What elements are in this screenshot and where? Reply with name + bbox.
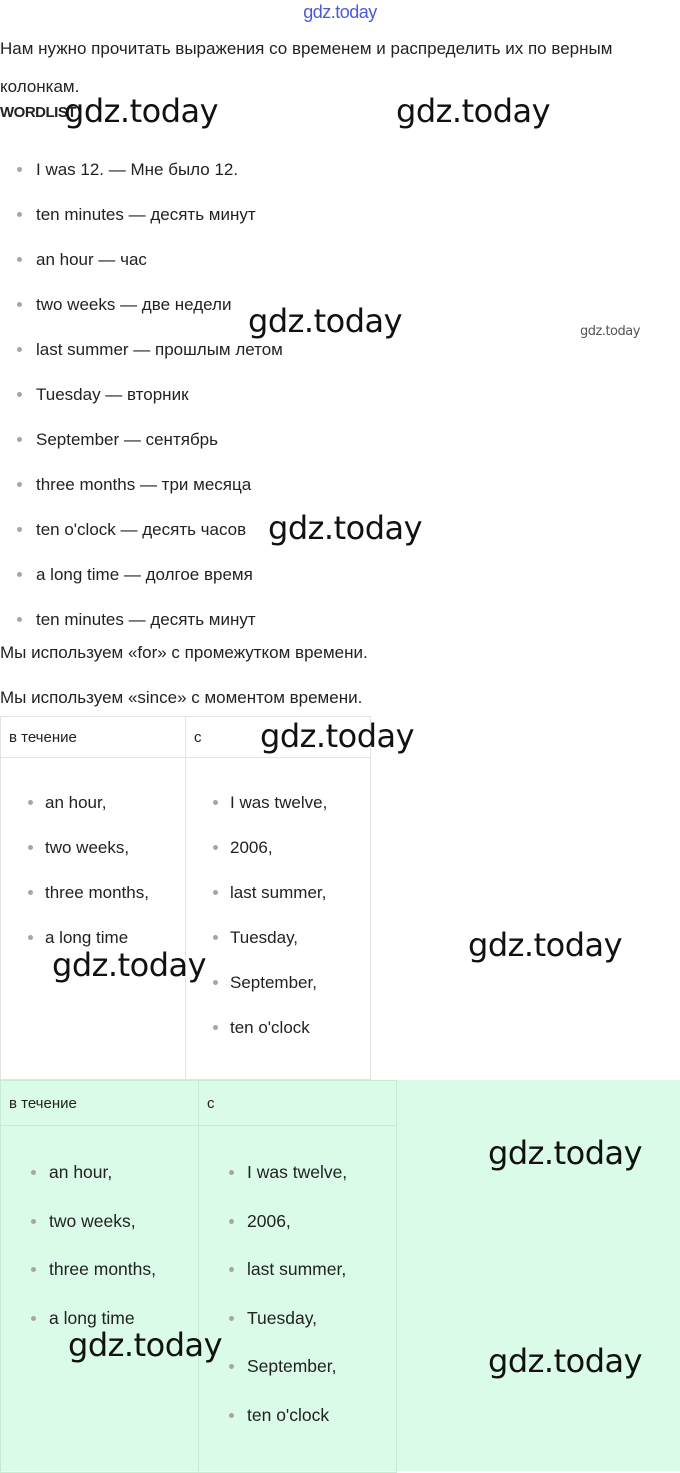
site-link[interactable]: gdz.today (303, 2, 377, 22)
list-item: I was twelve, (199, 1148, 396, 1197)
bullet-icon (31, 1267, 36, 1272)
watermark: gdz.today (52, 946, 207, 984)
list-item: a long time (1, 915, 185, 960)
list-item: three months, (1, 1245, 198, 1294)
watermark: gdz.today (68, 1326, 223, 1364)
bullet-icon (28, 890, 33, 895)
bullet-icon (229, 1170, 234, 1175)
bullet-icon (229, 1364, 234, 1369)
bullet-icon (17, 527, 22, 532)
bullet-icon (213, 1025, 218, 1030)
bullet-icon (17, 257, 22, 262)
bullet-icon (17, 617, 22, 622)
bullet-icon (31, 1219, 36, 1224)
bullet-icon (213, 800, 218, 805)
watermark: gdz.today (488, 1134, 643, 1172)
list-item: an hour, (1, 1148, 198, 1197)
column-for (1, 1126, 199, 1473)
bullet-icon (28, 845, 33, 850)
bullet-icon (17, 572, 22, 577)
list-item: Tuesday, (199, 1294, 396, 1343)
task-table (0, 716, 371, 1080)
list-item: ten o'clock — десять часов (0, 507, 283, 552)
list-item: Tuesday, (186, 915, 370, 960)
bullet-icon (31, 1316, 36, 1321)
task-description: Нам нужно прочитать выражения со временем и распределить их по верным колонкам. (0, 39, 613, 96)
column-since (186, 758, 371, 1080)
list-item: September, (199, 1342, 396, 1391)
watermark: gdz.today (64, 92, 219, 130)
watermark: gdz.today (468, 926, 623, 964)
column-for (1, 758, 186, 1080)
watermark: gdz.today (260, 717, 415, 755)
bullet-icon (28, 935, 33, 940)
list-item: three months, (1, 870, 185, 915)
column-header-since: с (199, 1081, 397, 1126)
list-item: ten o'clock (199, 1391, 396, 1440)
answer-table (0, 1080, 397, 1473)
list-item: a long time — долгое время (0, 552, 283, 597)
list-item: an hour, (1, 780, 185, 825)
list-item: two weeks, (1, 825, 185, 870)
bullet-icon (213, 890, 218, 895)
bullet-icon (229, 1413, 234, 1418)
bullet-icon (229, 1316, 234, 1321)
bullet-icon (17, 302, 22, 307)
rule-since: Мы используем «since» с моментом времени. (0, 688, 363, 707)
bullet-icon (213, 935, 218, 940)
bullet-icon (17, 392, 22, 397)
bullet-icon (229, 1219, 234, 1224)
list-item: ten minutes — десять минут (0, 597, 283, 642)
watermark: gdz.today (248, 302, 403, 340)
list-item: last summer, (199, 1245, 396, 1294)
bullet-icon (28, 800, 33, 805)
wordlist (0, 147, 283, 642)
column-since (199, 1126, 397, 1473)
bullet-icon (31, 1170, 36, 1175)
watermark: gdz.today (268, 509, 423, 547)
list-item: September — сентябрь (0, 417, 283, 462)
list-item: two weeks, (1, 1197, 198, 1246)
bullet-icon (17, 347, 22, 352)
list-item: September, (186, 960, 370, 1005)
watermark: gdz.today (580, 324, 640, 339)
column-header-since: с (186, 717, 371, 758)
list-item: ten minutes — десять минут (0, 192, 283, 237)
list-item: three months — три месяца (0, 462, 283, 507)
bullet-icon (17, 212, 22, 217)
list-item: last summer — прошлым летом (0, 327, 283, 372)
list-item: 2006, (186, 825, 370, 870)
bullet-icon (17, 167, 22, 172)
list-item: I was twelve, (186, 780, 370, 825)
list-item: I was 12. — Мне было 12. (0, 147, 283, 192)
list-item: an hour — час (0, 237, 283, 282)
bullet-icon (213, 845, 218, 850)
list-item: ten o'clock (186, 1005, 370, 1050)
list-item: Tuesday — вторник (0, 372, 283, 417)
bullet-icon (17, 437, 22, 442)
list-item: a long time (1, 1294, 198, 1343)
wordlist-heading: WORDLIST (0, 104, 76, 121)
column-header-for: в течение (1, 1081, 199, 1126)
bullet-icon (213, 980, 218, 985)
bullet-icon (229, 1267, 234, 1272)
list-item: last summer, (186, 870, 370, 915)
watermark: gdz.today (488, 1342, 643, 1380)
list-item: 2006, (199, 1197, 396, 1246)
rule-for: Мы используем «for» с промежутком времени. (0, 643, 368, 662)
list-item: two weeks — две недели (0, 282, 283, 327)
bullet-icon (17, 482, 22, 487)
watermark: gdz.today (396, 92, 551, 130)
column-header-for: в течение (1, 717, 186, 758)
